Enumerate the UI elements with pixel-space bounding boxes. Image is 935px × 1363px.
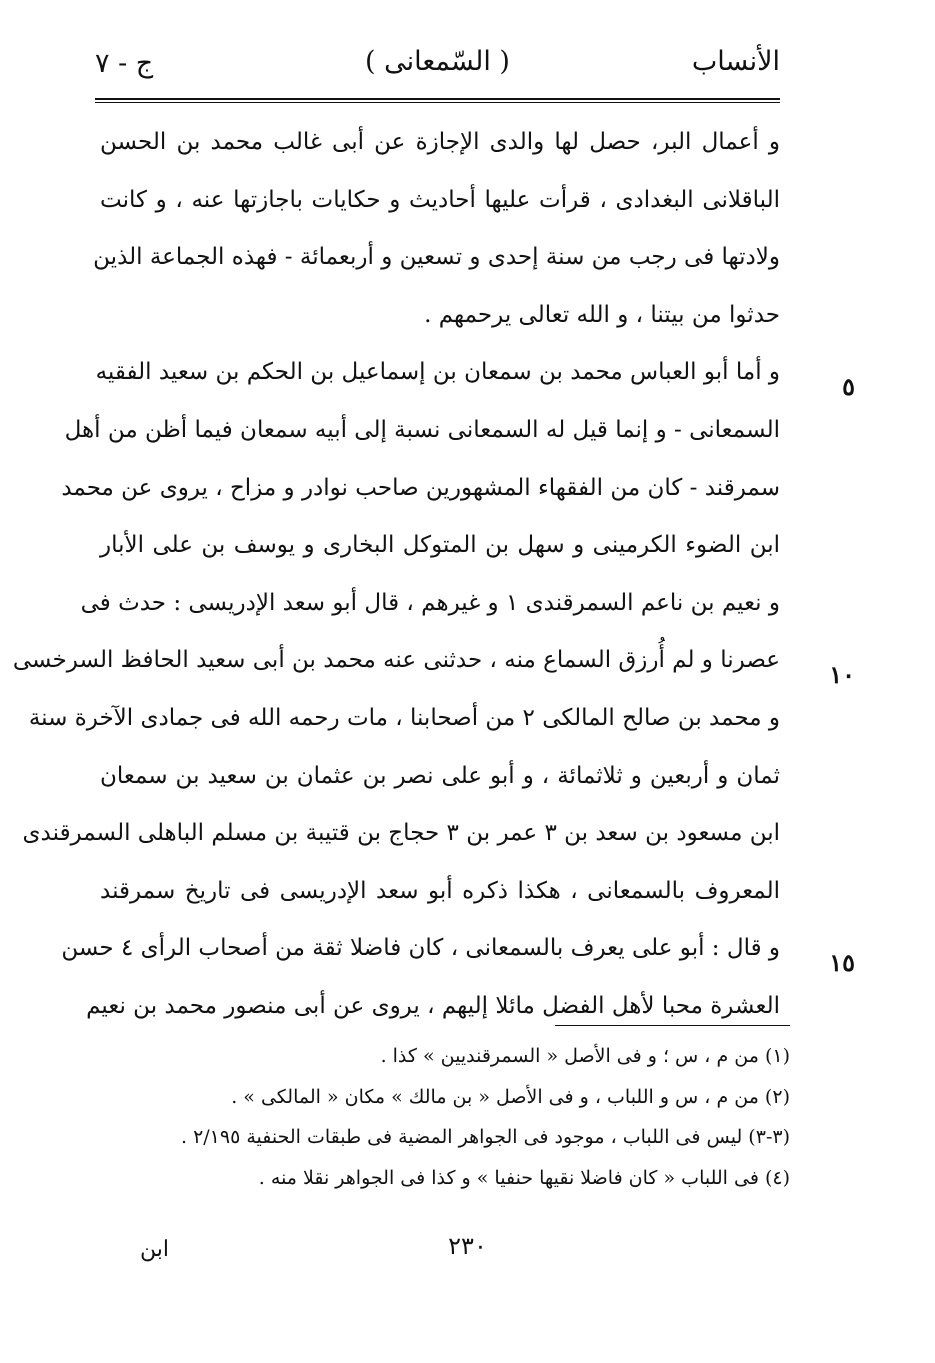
main-text (12, 114, 780, 1036)
author-name: ( السّمعانى ) (365, 46, 510, 77)
header-rule-thin (95, 102, 780, 103)
text-line: ثمان و أربعين و ثلاثمائة ، و أبو على نصر بن عثمان بن سعيد بن سمعان (100, 762, 780, 789)
line-number-10: ١٠ (829, 660, 855, 689)
footnotes (150, 1036, 790, 1198)
footnote-rule (555, 1025, 790, 1026)
footnote: (٣-٣) ليس فى اللباب ، موجود فى الجواهر المضية فى طبقات الحنفية ٢/١٩٥ . (180, 1126, 790, 1148)
running-header (95, 42, 780, 92)
footnote: (٤) فى اللباب « كان فاضلا نقيها حنفيا » و كذا فى الجواهر نقلا منه . (258, 1166, 790, 1189)
text-line: ابن مسعود بن سعد بن ٣ عمر بن ٣ حجاج بن قتيبة بن مسلم الباهلى السمرقندى (22, 820, 780, 847)
text-line: المعروف بالسمعانى ، هكذا ذكره أبو سعد الإدريسى فى تاريخ سمرقند (100, 877, 780, 904)
header-rule (95, 98, 780, 100)
text-line: العشرة محبا لأهل الفضل مائلا إليهم ، يروى عن أبى منصور محمد بن نعيم (86, 992, 780, 1019)
text-line: ابن الضوء الكرمينى و سهل بن المتوكل البخارى و يوسف بن على الأبار (100, 532, 780, 559)
text-line: ولادتها فى رجب من سنة إحدى و تسعين و أربعمائة - فهذه الجماعة الذين (93, 244, 780, 271)
text-line: و محمد بن صالح المالكى ٢ من أصحابنا ، مات رحمه الله فى جمادى الآخرة سنة (28, 704, 780, 731)
text-line: و أعمال البر، حصل لها والدى الإجازة عن أبى غالب محمد بن الحسن (100, 129, 780, 155)
text-line: و نعيم بن ناعم السمرقندى ١ و غيرهم ، قال أبو سعد الإدريسى : حدث فى (80, 589, 780, 616)
text-line: حدثوا من بيتنا ، و الله تعالى يرحمهم . (424, 301, 780, 328)
text-line: و أما أبو العباس محمد بن سمعان بن إسماعيل بن الحكم بن سعيد الفقيه (95, 359, 780, 386)
line-number-5: ٥ (842, 372, 855, 401)
footnote: (١) من م ، س ؛ و فى الأصل « السمرقنديين » كذا . (380, 1045, 790, 1067)
line-number-15: ١٥ (829, 948, 855, 977)
text-line: سمرقند - كان من الفقهاء المشهورين صاحب نوادر و مزاح ، يروى عن محمد (61, 474, 780, 501)
text-line: و قال : أبو على يعرف بالسمعانى ، كان فاضلا ثقة من أصحاب الرأى ٤ حسن (61, 935, 780, 962)
text-line: الباقلانى البغدادى ، قرأت عليها أحاديث و حكايات باجازتها عنه ، و كانت (100, 186, 780, 213)
text-line: عصرنا و لم أُرزق السماع منه ، حدثنى عنه محمد بن أبى سعيد الحافظ السرخسى (12, 647, 780, 674)
volume-label: ج - ٧ (95, 48, 154, 79)
footnote: (٢) من م ، س و اللباب ، و فى الأصل « بن مالك » مكان « المالكى » . (231, 1085, 790, 1108)
page-number: ٢٣٠ (448, 1232, 487, 1260)
catchword: ابن (140, 1237, 169, 1262)
book-title: الأنساب (691, 46, 780, 77)
text-line: السمعانى - و إنما قيل له السمعانى نسبة إلى أبيه سمعان فيما أظن من أهل (64, 416, 780, 443)
